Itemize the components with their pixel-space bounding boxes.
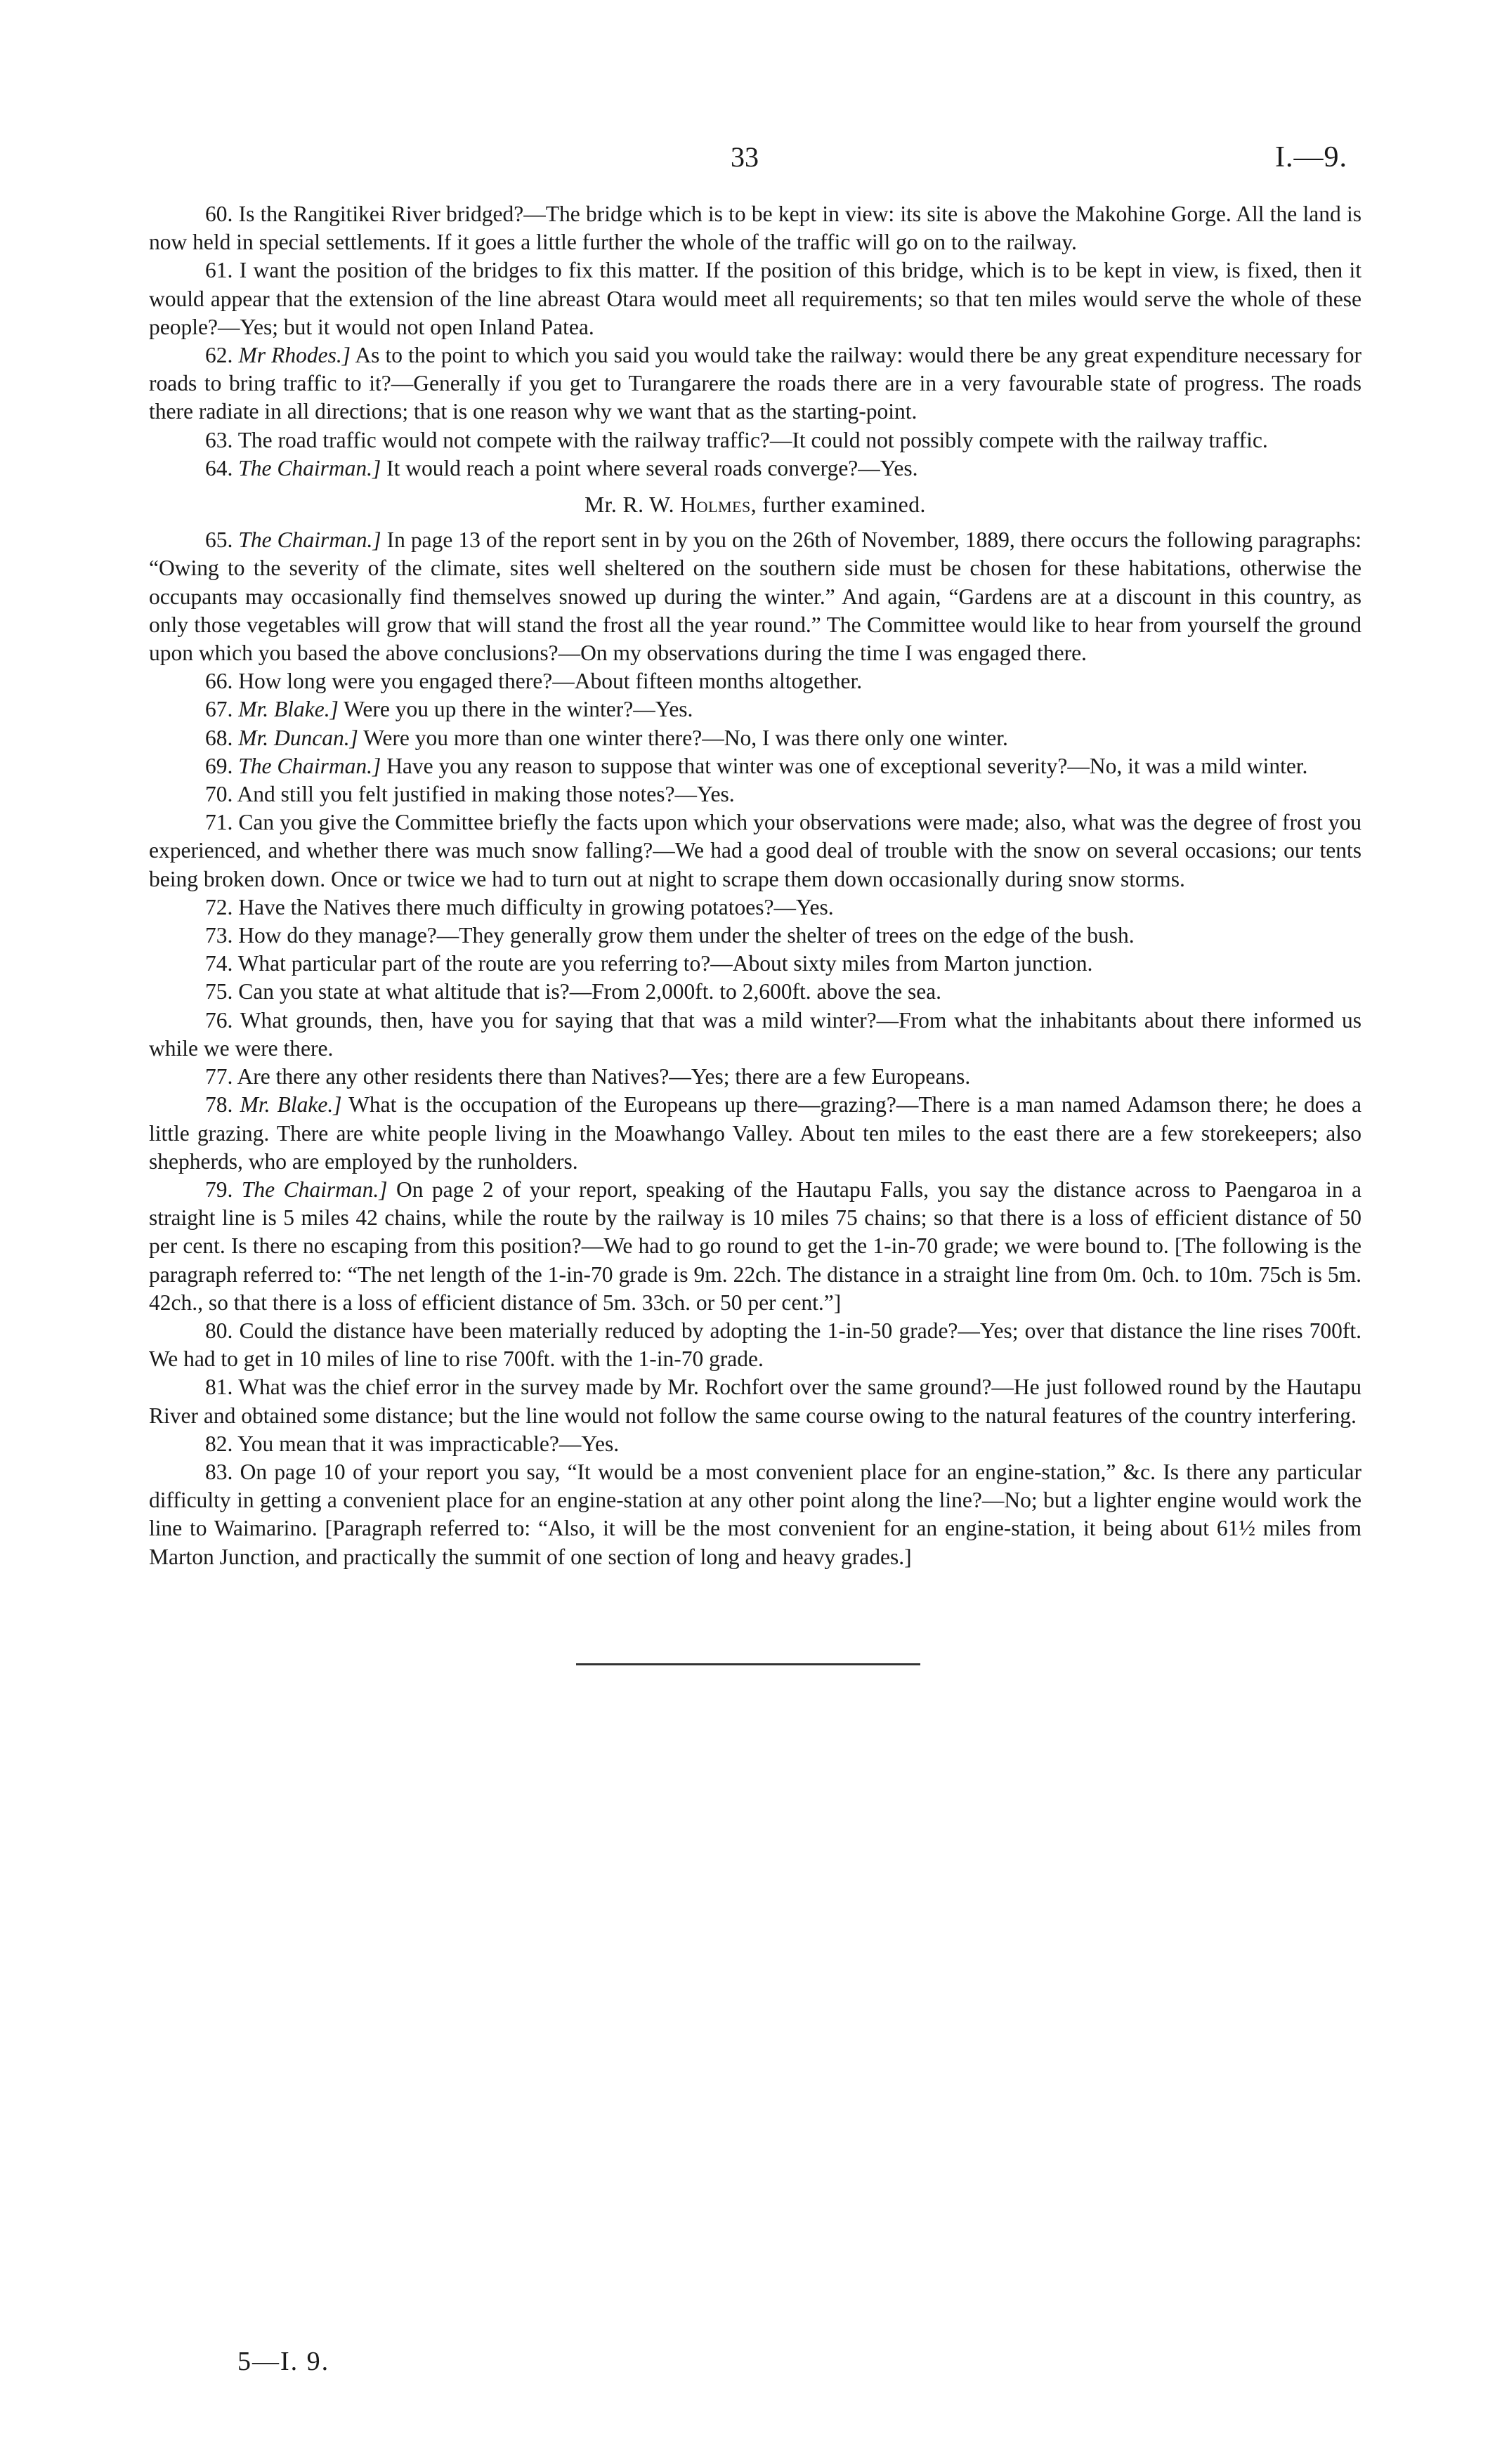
question-number: 66. (205, 669, 233, 694)
question-number: 74. (205, 951, 233, 976)
question-paragraph (149, 893, 1361, 922)
section-heading (149, 491, 1361, 519)
question-paragraph (149, 200, 1361, 256)
question-number: 79. (205, 1177, 233, 1202)
question-number: 83. (205, 1459, 233, 1484)
question-paragraph (149, 1430, 1361, 1458)
speaker-name: Mr. Blake.] (240, 1092, 342, 1118)
sheet-signature: 5—I. 9. (237, 2347, 330, 2376)
question-paragraph (149, 724, 1361, 752)
question-text: What was the chief error in the survey made by Mr. Rochfort over the same ground?—He just followed round by the Hautapu River and obtained some distance; but the line would not follow the same course owing to the natural features of the country interfering. (149, 1375, 1361, 1428)
question-number: 69. (205, 753, 233, 778)
question-paragraph (149, 341, 1361, 426)
question-number: 81. (205, 1375, 233, 1400)
question-paragraph (149, 667, 1361, 695)
question-text: How long were you engaged there?—About fifteen months altogether. (238, 669, 863, 694)
minutes-body (149, 200, 1361, 1571)
question-number: 65. (205, 527, 233, 553)
question-text: It would reach a point where several roads converge?—Yes. (386, 455, 918, 480)
question-paragraph (149, 978, 1361, 1006)
question-number: 80. (205, 1318, 233, 1343)
question-paragraph (149, 1458, 1361, 1571)
question-text: Could the distance have been materially reduced by adopting the 1-in-50 grade?—Yes; over that distance the line rises 700ft. We had to get in 10 miles of line to rise 700ft. with the 1-in-70 grade. (149, 1318, 1361, 1372)
page-reference: I.—9. (1275, 141, 1347, 173)
question-paragraph (149, 1007, 1361, 1063)
question-paragraph (149, 1091, 1361, 1176)
speaker-name: Mr. Blake.] (238, 697, 339, 722)
question-paragraph (149, 454, 1361, 483)
question-number: 73. (205, 923, 233, 948)
question-paragraph (149, 780, 1361, 808)
question-text: How do they manage?—They generally grow them under the shelter of trees on the edge of the bush. (238, 923, 1135, 948)
heading-prefix: Mr. R. W. (585, 492, 675, 518)
heading-suffix: , further examined. (750, 492, 926, 518)
question-paragraph (149, 1317, 1361, 1373)
question-number: 78. (205, 1092, 233, 1118)
question-text: I want the position of the bridges to fix this matter. If the position of this bridge, which is to be kept in view, is fixed, then it would appear that the extension of the line abreast Otara would meet all requirements; so that ten miles would serve the whole of these people?—Yes; but it would not open Inland Patea. (149, 258, 1361, 339)
question-paragraph (149, 950, 1361, 978)
question-number: 75. (205, 979, 233, 1004)
question-number: 77. (205, 1064, 233, 1089)
question-text: In page 13 of the report sent in by you on the 26th of November, 1889, there occurs the following paragraphs: “Owing to the severity of the climate, sites well sheltered on the southern side must be chosen for these habitations, otherwise the occupants may occasionally find themselves snowed up during the winter.” And again, “Gardens are at a discount in this country, as only those vegetables will grow that will stand the frost all the year round.” The Committee would like to hear from yourself the ground upon which you based the above conclusions?—On my observations during the time I was engaged there. (149, 527, 1362, 666)
question-text: On page 2 of your report, speaking of the Hautapu Falls, you say the distance across to Paengaroa in a straight line is 5 miles 42 chains, while the route by the railway is 10 miles 75 chains; so that there is a loss of efficient distance of 50 per cent. Is there no escaping from this position?—We had to go round to get the 1-in-70 grade; we were bound to. [The following is the paragraph referred to: “The net length of the 1-in-70 grade is 9m. 22ch. The distance in a straight line from 0m. 0ch. to 10m. 75ch is 5m. 42ch., so that there is a loss of efficient distance of 5m. 33ch. or 50 per cent.”] (149, 1177, 1362, 1315)
speaker-name: The Chairman.] (238, 753, 381, 778)
question-paragraph (149, 1063, 1361, 1091)
question-text: As to the point to which you said you would take the railway: would there be any great expenditure necessary for roads to bring traffic to it?—Generally if you get to Turangarere the roads there are in a very favourable state of progress. The roads there radiate in all directions; that is one reason why we want that as the starting-point. (149, 343, 1362, 424)
question-number: 64. (205, 455, 233, 480)
question-text: Are there any other residents there than Natives?—Yes; there are a few Europeans. (237, 1064, 971, 1089)
question-number: 60. (205, 202, 233, 226)
question-number: 62. (205, 343, 233, 368)
question-number: 76. (205, 1007, 233, 1033)
question-paragraph (149, 426, 1361, 454)
question-paragraph (149, 1373, 1361, 1429)
question-number: 68. (205, 725, 233, 750)
question-text: What grounds, then, have you for saying that that was a mild winter?—From what the inhabitants about there informed us while we were there. (149, 1007, 1362, 1061)
question-paragraph (149, 526, 1361, 667)
question-text: Were you more than one winter there?—No, I was there only one winter. (363, 725, 1008, 750)
question-text: Have you any reason to suppose that winter was one of exceptional severity?—No, it was a mild winter. (386, 753, 1308, 778)
question-text: Can you give the Committee briefly the facts upon which your observations were made; also, what was the degree of frost you experienced, and whether there was much snow falling?—We had a good deal of trouble with the snow on several occasions; our tents being broken down. Once or twice we had to turn out at night to scrape them down occasionally during snow storms. (149, 810, 1361, 891)
page-number: 33 (731, 141, 759, 173)
question-paragraph (149, 922, 1361, 950)
question-text: On page 10 of your report you say, “It would be a most convenient place for an engine-station,” &c. Is there any particular difficulty in getting a convenient place for an engine-station at any other point along the line?—No; but a lighter engine would work the line to Waimarino. [Paragraph referred to: “Also, it will be the most convenient for an engine-station, it being about 61½ miles from Marton Junction, and practically the summit of one section of long and heavy grades.] (149, 1459, 1362, 1569)
evidence-block-2 (149, 526, 1361, 1571)
question-text: The road traffic would not compete with the railway traffic?—It could not possibly compete with the railway traffic. (237, 427, 1268, 452)
speaker-name: Mr Rhodes.] (238, 343, 351, 368)
question-number: 67. (205, 697, 233, 722)
question-number: 63. (205, 427, 233, 452)
question-number: 61. (205, 258, 233, 283)
question-paragraph (149, 808, 1361, 893)
speaker-name: The Chairman.] (241, 1177, 388, 1202)
evidence-block-1 (149, 200, 1361, 483)
question-text: Can you state at what altitude that is?—From 2,000ft. to 2,600ft. above the sea. (238, 979, 942, 1004)
question-text: What particular part of the route are you referring to?—About sixty miles from Marton junction. (237, 951, 1093, 976)
question-text: You mean that it was impracticable?—Yes. (237, 1431, 620, 1456)
question-paragraph (149, 695, 1361, 723)
question-text: And still you felt justified in making those notes?—Yes. (237, 782, 735, 807)
question-text: Have the Natives there much difficulty in growing potatoes?—Yes. (238, 894, 834, 919)
heading-name: Holmes (680, 492, 751, 518)
speaker-name: Mr. Duncan.] (238, 725, 358, 750)
speaker-name: The Chairman.] (238, 455, 381, 480)
question-text: Is the Rangitikei River bridged?—The bridge which is to be kept in view: its site is above the Makohine Gorge. All the land is now held in special settlements. If it goes a little further the whole of the traffic will go on to the railway. (149, 202, 1362, 255)
question-number: 82. (205, 1431, 233, 1456)
question-number: 71. (205, 810, 233, 835)
question-number: 70. (205, 782, 233, 807)
section-divider (576, 1663, 920, 1665)
question-text: Were you up there in the winter?—Yes. (344, 697, 693, 722)
question-number: 72. (205, 894, 233, 919)
speaker-name: The Chairman.] (238, 527, 381, 553)
question-paragraph (149, 256, 1361, 341)
question-text: What is the occupation of the Europeans up there—grazing?—There is a man named Adamson there; he does a little grazing. There are white people living in the Moawhango Valley. About ten miles to the east there are a few storekeepers; also shepherds, who are employed by the runholders. (149, 1092, 1361, 1174)
question-paragraph (149, 1176, 1361, 1317)
question-paragraph (149, 752, 1361, 780)
